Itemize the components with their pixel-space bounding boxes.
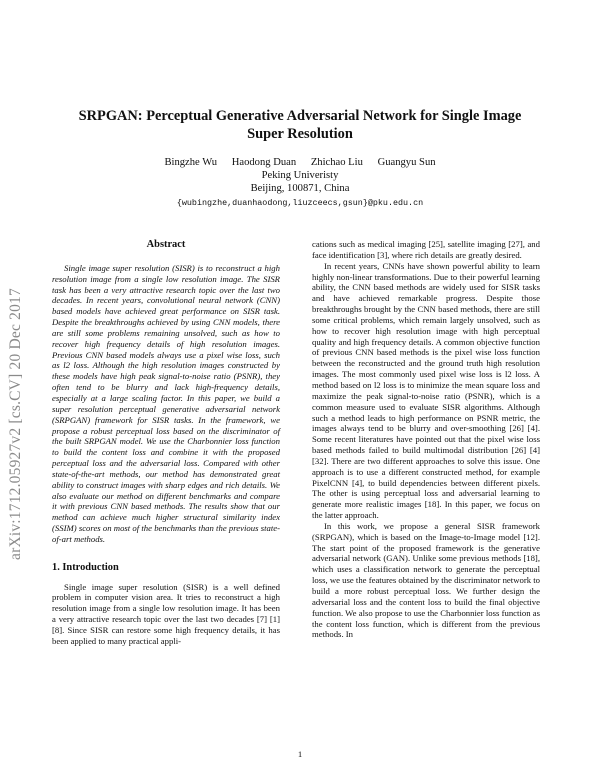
author-name: Guangyu Sun: [377, 157, 436, 168]
author-names: [60, 156, 540, 169]
address: Beijing, 100871, China: [250, 183, 350, 194]
intro-paragraph: In recent years, CNNs have shown powerful ability to learn highly non-linear transformations. Due to their powerful learning ability, the CNN based methods are widely used for SISR tasks and have achieved remarkable progress. Despite those breakthroughs brought by the CNN based methods, there are still some critical problems, which remain largely unsolved, such as how to recover high resolution image with high perceptual quality and high frequency details. A common objective function of previous CNN based methods is the pixel wise loss function between the reconstructed and the ground truth high resolution images. The most commonly used pixel wise loss is l2 loss. A method based on l2 loss is to minimize the mean square loss and maximize the peak signal-to-noise ratio (PSNR), which is a common measure used to evaluate SISR algorithms. Although such a method leads to high performance on PSNR metric, the images always tend to be blurry and over-smoothing [26] [4]. Some recent literatures have pointed out that the pixel wise loss based methods failed to build multimodal distribution [26] [4] [32]. There are two different approaches to solve this issue. One approach is to use a different constructed method, for example PixelCNN [4], to build dependencies between different pixels. The other is using perceptual loss and adversarial learning to generate more realistic images [18]. In this paper, we focus on the latter approach.: [312, 260, 540, 521]
abstract-heading: Abstract: [146, 239, 186, 250]
section-heading: 1. Introduction: [52, 561, 119, 573]
title-line-2: Super Resolution: [247, 126, 353, 142]
arxiv-stamp: arXiv:1712.05927v2 [cs.CV] 20 Dec 2017: [7, 288, 24, 560]
page-number: 1: [297, 749, 303, 759]
author-block: [60, 156, 540, 210]
author-name: Bingzhe Wu: [164, 157, 218, 168]
intro-paragraph: In this work, we propose a general SISR framework (SRPGAN), which is based on the Image-to-Image model [12]. The start point of the proposed framework is the generative adversarial network (GAN). Unlike some previous methods [18], which uses a classification network to generate the perceptual loss, we use the features obtained by the discriminator network to build a more robust perceptual loss. We further design the adversarial loss and the content loss to build the final objective function. We also propose to use the Charbonnier loss function as the content loss function, which is different from the previous methods. In: [312, 520, 540, 640]
intro-paragraph-continued: cations such as medical imaging [25], satellite imaging [27], and face identification [3], where rich details are greatly desired.: [312, 239, 540, 260]
title-line-1: SRPGAN: Perceptual Generative Adversarial Network for Single Image: [78, 108, 522, 124]
right-column: [312, 239, 540, 640]
author-email: {wubingzhe,duanhaodong,liuzceecs,gsun}@pku.edu.cn: [176, 198, 424, 208]
intro-paragraph: Single image super resolution (SISR) is a well defined problem in computer vision area. It tries to reconstruct a high resolution image from a single low resolution image. It has been a very attractive research topic over the last two decades [7] [1] [8]. Since SISR can restore some high frequency details, it has been applied to many practical appli-: [52, 581, 280, 646]
abstract-text: Single image super resolution (SISR) is to reconstruct a high resolution image from a single low resolution image. The SISR task has been a very attractive research topic over the last two decades. In recent years, convolutional neural network (CNN) based models have achieved great performance on SISR task. Despite the breakthroughs achieved by using CNN models, there are still some problems remaining unsolved, such as how to recover high frequency details of high resolution images. Previous CNN based models always use a pixel wise loss, such as l2 loss. Although the high resolution images constructed by these models have high peak signal-to-noise ratio (PSNR), they often tend to be blurry and lack high-frequency details, especially at a large scaling factor. In this paper, we build a super resolution perceptual generative adversarial network (SRPGAN) framework for SISR tasks. In the framework, we propose a robust perceptual loss based on the discriminator of the built SRPGAN model. We use the Charbonnier loss function to build the content loss and combine it with the proposed perceptual loss and the adversarial loss. Compared with other state-of-the-art methods, our method has demonstrated great ability to construct images with sharp edges and rich details. We also evaluate our method on different benchmarks and compare it with previous CNN based methods. The results show that our method can achieve much higher structural similarity index (SSIM) scores on most of the benchmarks than the previous state-of-art methods.: [52, 262, 280, 544]
author-name: Haodong Duan: [231, 157, 297, 168]
affiliation: Peking Univeristy: [261, 170, 339, 181]
left-column: [52, 240, 280, 647]
paper-title: [60, 107, 540, 143]
author-name: Zhichao Liu: [310, 157, 363, 168]
